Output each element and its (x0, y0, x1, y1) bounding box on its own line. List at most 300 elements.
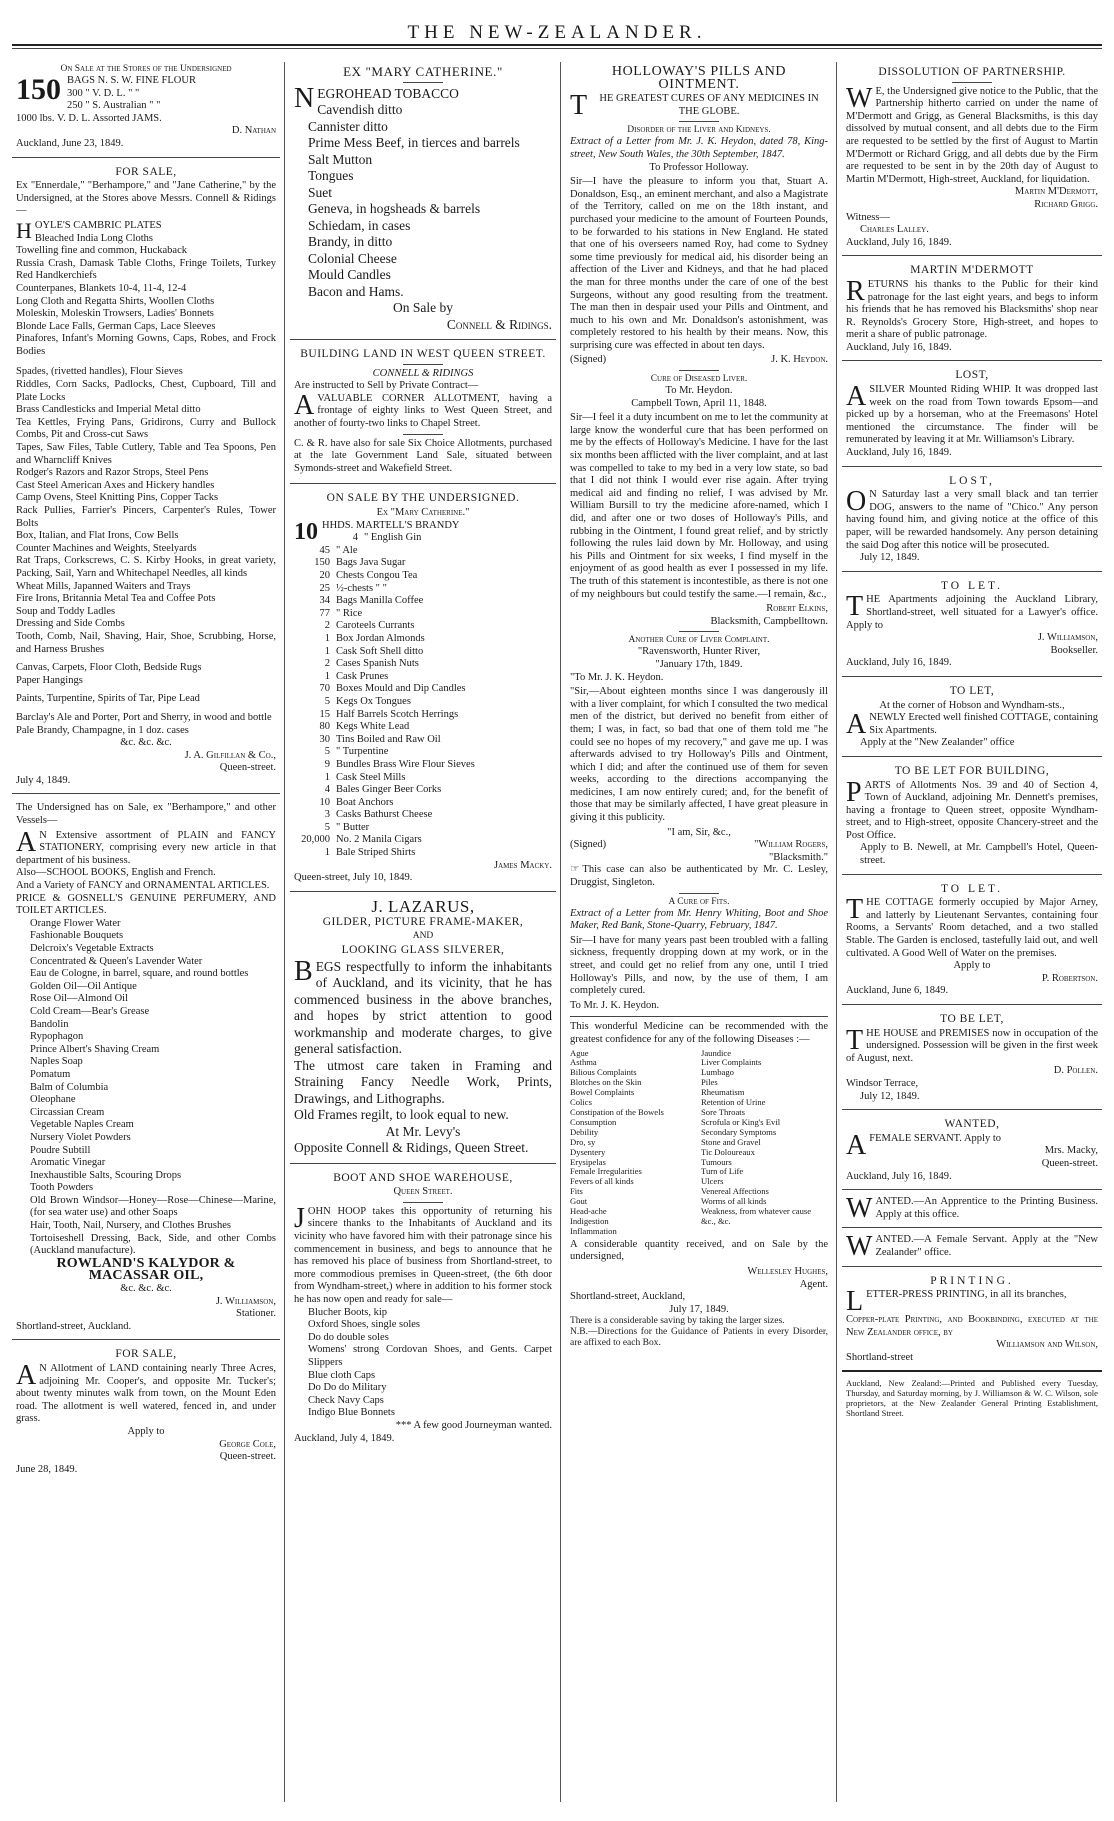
footnote: There is a considerable saving by taking the larger sizes. (570, 1316, 785, 1327)
disease-list-right (701, 1049, 828, 1237)
advert-subtitle: Ex "Mary Catherine." (376, 507, 470, 519)
advert-signer: Martin M'Dermott, (1014, 186, 1098, 198)
advert-line: 250 " S. Australian " " (67, 100, 161, 112)
item-row (294, 809, 552, 822)
letter-signer: J. K. Heydon. (771, 354, 828, 366)
wanted-apprentice (842, 1194, 1102, 1223)
perfume-item: Circassian Cream (30, 1106, 105, 1118)
perfume-item: Tooth Powders (30, 1182, 94, 1194)
item-row (294, 847, 552, 860)
letter-closing: "I am, Sir, &c., (667, 826, 731, 838)
item-description: Casks Bathurst Cheese (336, 809, 433, 821)
item-description: Cask Soft Shell ditto (336, 645, 424, 657)
advert-paragraph: ARTS of Allotments Nos. 39 and 40 of Section 4, Town of Auckland, adjoining Mr. Dennett's premises, having a frontage to Queen street, opposite Wyndham-street, and to High-street, opposite Chancery-street and the Post Office. (846, 779, 1098, 841)
item-line: Bacon and Hams. (308, 283, 404, 299)
drop-cap: A (294, 389, 315, 421)
pointing-hand-icon: ☞ (570, 864, 580, 876)
kalydor-headline: ROWLAND'S KALYDOR & MACASSAR OIL, (56, 1255, 236, 1284)
item-row (294, 595, 552, 608)
advert-paragraph: N Allotment of LAND containing nearly Three Acres, adjoining Mr. Cooper's, and opposite Mr. Tucker's; about twenty minutes walk from town, on the Mount Eden road. The allotment is well watered, fenced in, and under grass. (16, 1363, 276, 1425)
item-row (294, 646, 552, 659)
advert-paragraph: E, the Undersigned give notice to the Public, that the Partnership hitherto carried on under the name of M'Dermott and Grigg, as General Blacksmiths, is this day dissolved by mutual consent, and all debts due to the Firm are requested to be settled by the first of August to Martin M'Dermott or Richard Grigg, and all debts due by the Firm are requested to be sent in by the 20th day of August to Martin M'Dermott, High-street, Auckland, for liquidation. (846, 85, 1098, 185)
advert-date: Auckland, July 16, 1849. (846, 1170, 952, 1182)
disease-item: Consumption (570, 1116, 617, 1127)
disease-item: Debility (570, 1126, 599, 1137)
etc-line: &c. &c. &c. (120, 737, 172, 749)
item-description: Kegs Ox Tongues (336, 695, 411, 707)
drop-cap: N (294, 82, 315, 114)
lost-dog-advert (842, 471, 1102, 567)
disease-item: Sore Throats (701, 1107, 745, 1117)
perfume-item: Golden Oil—Oil Antique (30, 980, 137, 992)
section-heading: Cure of Diseased Liver. (650, 374, 748, 385)
trade-line: LOOKING GLASS SILVERER, (341, 944, 505, 957)
advert-date: Auckland, July 16, 1849. (846, 657, 952, 669)
advert-title: BOOT AND SHOE WAREHOUSE, (333, 1171, 513, 1184)
advert-paragraph: Also—SCHOOL BOOKS, English and French. (16, 867, 216, 879)
item-description: Bags Manilla Coffee (336, 595, 424, 607)
advert-title: TO LET. (940, 579, 1004, 592)
printing-advert (842, 1271, 1102, 1367)
advert-subtitle: Queen Street. (393, 1186, 453, 1198)
brandy-advert (290, 488, 556, 886)
letter-signer-title: "Blacksmith." (768, 851, 828, 863)
advert-title: FOR SALE, (115, 165, 177, 178)
item-line: Soup and Toddy Ladles (16, 605, 116, 617)
item-line: Blue cloth Caps (308, 1369, 376, 1381)
item-row (294, 545, 552, 558)
item-line: Tea Kettles, Frying Pans, Gridirons, Curry and Bullock Combs, Pit and Cross-cut Saws (16, 416, 276, 441)
item-row (294, 633, 552, 646)
column-divider (560, 62, 561, 1802)
item-quantity: 9 (324, 758, 330, 770)
apply-line: Apply to (953, 960, 991, 972)
item-line: Spades, (rivetted handles), Flour Sieves (16, 366, 183, 378)
advert-signer-address: Queen-street. (1041, 1157, 1098, 1169)
item-description: Half Barrels Scotch Herrings (336, 708, 459, 720)
letter-body: Sir—I feel it a duty incumbent on me to let the community at large know the wonderful cure that has been performed on me by the effects of Holloway's Medicine. I have for the last six months been afflicted with the liver complaint, and at last was compelled to take to my bed in a very low state, so bad that I did not think I would ever rise again. After trying medical aid and finding no relief, I was advised by Mr. William Bursill to try the medicine afore-named, which I did, and after one or two doses of Holloway's Pills, and rubbing in the Ointment, I found great relief, and by strictly following the rules laid down by Mr. Holloway, and using his Pills and Ointment for six weeks, I find myself in the enjoyment of as good health as ever I possessed in my life. The truth of this statement is incontestible, as there is not one of my neighbours but could testify the same.—I remain, &c., (570, 412, 828, 600)
item-description: " English Gin (364, 532, 422, 544)
quantity-figure: 150 (16, 73, 61, 106)
disease-item: Stone and Gravel (701, 1136, 761, 1147)
advert-paragraph: ETTER-PRESS PRINTING, in all its branches, (866, 1289, 1067, 1301)
item-quantity: 25 (319, 582, 330, 594)
advert-intro: The Undersigned has on Sale, ex "Berhampore," and other Vessels— (16, 802, 276, 827)
item-description: Boat Anchors (336, 796, 394, 808)
disease-list (570, 1049, 828, 1237)
item-description: Kegs White Lead (336, 721, 410, 733)
item-description: Bale Striped Shirts (336, 847, 416, 859)
item-quantity: 77 (319, 607, 330, 619)
disease-item: Colics (570, 1097, 592, 1108)
advert-date: July 12, 1849. (860, 552, 920, 564)
advert-paragraph: OHN HOOP takes this opportunity of returning his sincere thanks to the Inhabitants of Auckland and its vicinity who have favored him with their patronage since his commencement in business, and begs to announce that he has removed his place of business from Shortland-street, to more commodious premises in Queen-street, (the 6th door from Wyndham-street,) where in addition to his former stock he has now open and ready for sale— (294, 1205, 552, 1305)
drop-cap: R (846, 275, 865, 307)
column-1 (12, 62, 280, 1802)
advert-title: WANTED, (944, 1118, 1000, 1131)
advert-date: July 4, 1849. (16, 774, 71, 786)
advert-place: Shortland-street, Auckland. (16, 1320, 132, 1332)
item-quantity: 150 (314, 557, 330, 569)
building-land-advert (290, 344, 556, 479)
stationery-advert (12, 798, 280, 1335)
item-quantity: 1 (324, 847, 330, 859)
advert-signer: James Macky. (494, 859, 552, 871)
item-line: Oxford Shoes, single soles (308, 1319, 420, 1331)
item-description: Cask Steel Mills (336, 771, 406, 783)
item-description: Boxes Mould and Dip Candles (336, 683, 466, 695)
drop-cap: W (846, 1231, 873, 1263)
quantity-figure: 10 (294, 518, 318, 545)
drop-cap: A (16, 1360, 37, 1391)
to-let-cottage (842, 681, 1102, 752)
advert-signer: J. Williamson, (1037, 632, 1098, 644)
perfume-list (16, 918, 276, 1258)
advert-title: EX "MARY CATHERINE." (343, 64, 503, 79)
disease-item: Dro, sy (570, 1136, 596, 1147)
item-line: Prime Mess Beef, in tierces and barrels (308, 135, 520, 151)
advert-signer: Wellesley Hughes, (747, 1265, 828, 1277)
advert-paragraph: Copper-plate Printing, and Bookbinding, executed at the New Zealander office, by (846, 1314, 1098, 1338)
advert-intro: Ex "Ennerdale," "Berhampore," and "Jane Catherine," by the Undersigned, at the Stores above Messrs. Connell & Ridings— (16, 180, 276, 217)
disease-item: Inflammation (570, 1225, 617, 1236)
advert-signer-address: Queen-street. (219, 1451, 276, 1463)
drop-cap: O (846, 486, 867, 518)
disease-item: Tic Doloureaux (701, 1146, 755, 1157)
advert-signer-title: Agent. (799, 1278, 828, 1290)
advert-title: J. LAZARUS, (371, 896, 475, 916)
witness-label: Witness— (846, 211, 890, 223)
disease-item: Bilious Complaints (570, 1067, 637, 1078)
item-table (294, 532, 552, 859)
item-quantity: 4 (352, 532, 358, 544)
authentication-note: This case can also be authenticated by Mr. C. Lesley, Druggist, Singleton. (570, 864, 828, 889)
section-heading: A Cure of Fits. (668, 896, 730, 907)
disease-list-left (570, 1049, 697, 1237)
item-description: Tins Boiled and Raw Oil (336, 733, 441, 745)
item-quantity: 4 (324, 784, 330, 796)
advert-signer: P. Robertson. (1041, 972, 1098, 984)
item-line: Indigo Blue Bonnets (308, 1407, 395, 1419)
item-description: Chests Congou Tea (336, 570, 418, 581)
advert-signer: Richard Grigg. (1034, 198, 1098, 210)
item-description: Bundles Brass Wire Flour Sieves (336, 758, 475, 770)
masthead-rule-thin (12, 48, 1102, 49)
item-line: Geneva, in hogsheads & barrels (308, 201, 481, 217)
column-divider (284, 62, 285, 1802)
advert-signer: J. Williamson, (215, 1295, 276, 1307)
advert-line: 300 " V. D. L. " " (67, 87, 140, 99)
advert-line: Bleached India Long Cloths (34, 232, 153, 244)
advert-place: Shortland-street, Auckland, (570, 1291, 686, 1303)
disease-item: Scrofula or King's Evil (701, 1116, 781, 1127)
item-line: Suet (308, 184, 333, 200)
to-let-apartments (842, 576, 1102, 672)
disease-item: Fits (570, 1186, 583, 1197)
item-quantity: 45 (319, 544, 330, 556)
trade-line: GILDER, PICTURE FRAME-MAKER, (322, 916, 524, 929)
disease-item: Blotches on the Skin (570, 1077, 642, 1088)
advert-subtitle: At the corner of Hobson and Wyndham-sts., (879, 699, 1065, 711)
advert-title: LOST, (955, 369, 989, 382)
letter-signer-title: Blacksmith, Campbelltown. (710, 615, 828, 627)
item-quantity: 1 (324, 645, 330, 657)
disease-item: Constipation of the Bowels (570, 1107, 664, 1117)
item-quantity: 20,000 (301, 834, 330, 846)
item-quantity: 1 (324, 670, 330, 682)
advert-paragraph: FEMALE SERVANT. Apply to (869, 1132, 1002, 1144)
item-description: " Butter (336, 821, 370, 833)
item-quantity: 80 (319, 721, 330, 733)
drop-cap: T (570, 90, 588, 122)
advert-paragraph: And a Variety of FANCY and ORNAMENTAL ARTICLES. (16, 880, 270, 892)
advert-title: BUILDING LAND IN WEST QUEEN STREET. (300, 348, 546, 361)
item-description: Cask Prunes (336, 670, 389, 682)
advert-date: Queen-street, July 10, 1849. (294, 872, 413, 884)
item-row (322, 532, 552, 545)
item-row (294, 557, 552, 570)
perfume-item: Prince Albert's Shaving Cream (30, 1043, 160, 1055)
disease-intro: This wonderful Medicine can be recommended with the greatest confidence for any of the following Diseases :— (570, 1021, 828, 1045)
item-row (294, 709, 552, 722)
advert-title: TO LET, (949, 684, 995, 697)
item-line: Box, Italian, and Flat Irons, Cow Bells (16, 530, 179, 542)
item-line: Tongues (308, 168, 354, 184)
column-4 (842, 62, 1102, 1802)
drop-cap: L (846, 1286, 864, 1318)
item-line: Canvas, Carpets, Floor Cloth, Bedside Rugs (16, 662, 202, 674)
advert-paragraph: HE HOUSE and PREMISES now in occupation of the undersigned. Possession will be given in the first week of August, next. (846, 1027, 1098, 1064)
item-row (294, 671, 552, 684)
advert-date: Auckland, July 4, 1849. (294, 1432, 395, 1444)
item-row (294, 759, 552, 772)
disease-item: Weakness, from whatever cause (701, 1206, 812, 1217)
advert-line: EGROHEAD TOBACCO (317, 85, 459, 101)
lazarus-advert (290, 896, 556, 1159)
item-line: Salt Mutton (308, 151, 373, 167)
drop-cap: B (294, 955, 313, 987)
drop-cap: J (294, 1202, 305, 1234)
advert-signer: George Cole, (219, 1438, 276, 1450)
advert-paragraph: PRICE & GOSNELL'S GENUINE PERFUMERY, AND TOILET ARTICLES. (16, 892, 276, 917)
disease-item: Asthma (570, 1057, 597, 1068)
wanted-servant-advert (842, 1114, 1102, 1185)
drop-cap: T (846, 591, 864, 623)
column-2 (290, 62, 556, 1802)
letter-signer: Robert Elkins, (766, 603, 828, 615)
disease-item: Bowel Complaints (570, 1087, 635, 1098)
apply-line: Apply to B. Newell, at Mr. Campbell's Hotel, Queen-street. (860, 842, 1098, 867)
advert-title: PRINTING. (930, 1274, 1014, 1287)
perfume-item: Aromatic Vinegar (30, 1157, 106, 1169)
item-line: Russia Crash, Damask Table Cloths, Fringe Toilets, Turkey Red Handkerchiefs (16, 257, 276, 282)
mcdermott-advert (842, 260, 1102, 356)
item-row (294, 683, 552, 696)
item-row (294, 608, 552, 621)
advert-signer-address: Queen-street. (219, 762, 276, 774)
item-row (294, 570, 552, 583)
advert-paragraph: SILVER Mounted Riding WHIP. It was dropped last week on the road from Town towards Epsom—and picked up by a horseman, who at the Freemasons' Hotel mentioned the circumstance. The finder will be remunerated by leaving it at Mr. Williamson's Library. (846, 384, 1098, 446)
drop-cap: W (846, 82, 873, 114)
item-list (16, 245, 276, 358)
item-line: Rodger's Razors and Razor Strops, Steel Pens (16, 467, 209, 479)
item-line: Do do double soles (308, 1331, 389, 1343)
item-line: Blucher Boots, kip (308, 1306, 388, 1318)
disease-item: Dysentery (570, 1146, 606, 1157)
item-line: Long Cloth and Regatta Shirts, Woollen Cloths (16, 295, 215, 307)
item-list (16, 693, 276, 706)
advert-title: ON SALE BY THE UNDERSIGNED. (326, 492, 520, 505)
advert-signer: D. Pollen. (1053, 1065, 1098, 1077)
item-line: Tapes, Saw Files, Table Cutlery, Table and Tea Spoons, Pen and Wharncliff Knives (16, 442, 276, 466)
advert-signer-title: Stationer. (236, 1308, 276, 1320)
item-description: " Rice (336, 607, 363, 619)
item-quantity: 2 (324, 620, 330, 632)
disease-item: Rheumatism (701, 1087, 745, 1098)
to-let-arney-cottage (842, 879, 1102, 1000)
perfume-item: Bandolin (30, 1018, 69, 1030)
item-line: Riddles, Corn Sacks, Padlocks, Chest, Cupboard, Till and Plate Locks (16, 379, 276, 403)
disease-item: Lumbago (701, 1067, 734, 1078)
perfume-item: Fashionable Bouquets (30, 930, 124, 942)
advert-line: HHDS. MARTELL'S BRANDY (322, 519, 460, 531)
item-description: Bales Ginger Beer Corks (336, 784, 442, 796)
letter-date: "January 17th, 1849. (655, 658, 743, 670)
to-let-building (842, 761, 1102, 870)
advert-signer: D. Nathan (231, 125, 276, 137)
item-line: Rat Traps, Corkscrews, C. S. Kirby Hooks, in great variety, Packing, Sail, Yarn and Whitechapel Needles, all kinds (16, 555, 276, 579)
item-line: Womens' strong Cordovan Shoes, and Gents. Carpet Slippers (308, 1344, 552, 1368)
item-row (294, 772, 552, 785)
letter-extract: Extract of a Letter from Mr. J. K. Heydon, dated 78, King-street, New South Wales, the 30th September, 1847. (570, 136, 828, 160)
column-divider (836, 62, 837, 1802)
sale-note: A considerable quantity received, and on Sale by the undersigned, (570, 1238, 828, 1263)
drop-cap: P (846, 776, 862, 808)
advert-line: OYLE'S CAMBRIC PLATES (34, 219, 162, 231)
item-row (294, 734, 552, 747)
wanted-female-servant (842, 1232, 1102, 1261)
advert-title: MARTIN M'DERMOTT (910, 264, 1034, 277)
disease-item: Worms of all kinds (701, 1196, 767, 1207)
item-description: No. 2 Manila Cigars (336, 834, 422, 846)
item-line: Schiedam, in cases (308, 217, 411, 233)
item-line: Barclay's Ale and Porter, Port and Sherry, in wood and bottle (16, 711, 272, 723)
masthead-rule (12, 44, 1102, 46)
disease-item: &c., &c. (701, 1215, 731, 1226)
on-sale-by: On Sale by (393, 300, 453, 316)
advert-paragraph: VALUABLE CORNER ALLOTMENT, having a frontage of eighty links to West Queen Street, and another of fourty-two links to Chapel Street. (294, 392, 552, 430)
item-line: Brandy, in ditto (308, 234, 393, 250)
advert-date: Auckland, July 16, 1849. (846, 447, 952, 459)
footnote: N.B.—Directions for the Guidance of Patients in every Disorder, are affixed to each Box. (570, 1327, 828, 1349)
disease-item: Jaundice (701, 1047, 732, 1058)
advert-paragraph: EGS respectfully to inform the inhabitants of Auckland, and its vicinity, that he has commenced business in the above branches, and hopes by strict attention to good workmanship and moderate charges, to give general satisfaction. (294, 958, 552, 1057)
apply-line: Apply to (127, 1425, 165, 1437)
item-list (16, 366, 276, 656)
perfume-item: Hair, Tooth, Nail, Nursery, and Clothes Brushes (30, 1220, 231, 1232)
advert-date: July 17, 1849. (669, 1303, 729, 1315)
letter-addressee: To Mr. J. K. Heydon. (570, 999, 660, 1011)
item-line: Wheat Mills, Japanned Waiters and Trays (16, 580, 191, 592)
item-list (294, 102, 552, 300)
item-quantity: 15 (319, 708, 330, 720)
item-quantity: 1 (324, 771, 330, 783)
item-description: Bags Java Sugar (336, 557, 406, 569)
advert-title: LOST, (949, 474, 995, 487)
item-line: Cavendish ditto (317, 102, 403, 118)
disease-item: Erysipelas (570, 1156, 606, 1167)
disease-item: Piles (701, 1077, 718, 1088)
letter-body: "Sir,—About eighteen months since I was dangerously ill with a liver complaint, for which I consulted the two medical men of the district, but derived no benefit from either of them; I was, in fact, so bad that one of them told me "he could see no hopes of my recovery," and gave me up. I was afterwards advised to try Holloway's Pills and Ointment, which I did; and after the continued use of them for seven weeks, according to the directions accompanying the medicines, I am now entirely cured; and, for the benefit of those that may be similarly affected, I have great pleasure in giving it this publicity. (570, 686, 828, 824)
advert-signer-title: Bookseller. (1050, 644, 1098, 656)
signed-label: (Signed) (570, 839, 607, 851)
item-quantity: 5 (324, 695, 330, 707)
advert-subtitle: HE GREATEST CURES OF ANY MEDICINES IN THE GLOBE. (599, 93, 819, 117)
item-row (294, 834, 552, 847)
witness-name: Charles Lalley. (860, 224, 929, 236)
item-line: Brass Candlesticks and Imperial Metal ditto (16, 404, 201, 416)
dissolution-advert (842, 62, 1102, 251)
perfume-item: Poudre Subtill (30, 1144, 91, 1156)
advert-paragraph: Old Frames regilt, to look equal to new. (294, 1107, 509, 1123)
advert-signer: Connell & Ridings. (446, 316, 552, 332)
advert-signer: Mrs. Macky, (1044, 1145, 1098, 1157)
advert-paragraph: Opposite Connell & Ridings, Queen Street. (294, 1140, 529, 1156)
item-line: Do Do do Military (308, 1382, 387, 1394)
letter-body: Sir—I have the pleasure to inform you that, Stuart A. Donaldson, Esq., an eminent merchant, and also a Magistrate of the Territory, called on me on the 18th instant, and purchased your medicine to the amount of Fourteen Pounds, to be forwarded to his stations in New England. He stated that one of his overseers named Roy, had come to Sydney some time previously for medical aid, his disorder being an affection of the Liver and Kidneys, and that he had placed the man for three months under the care of one of the best Surgeons, without any good resulting from the treatment. The man then in despair used your Pills and Ointment, and much to his own and Mr. Donaldson's astonishment, was completely restored to his health by their means. Now, this surprising cure was effected in about ten days. (570, 176, 828, 351)
perfume-item: Delcroix's Vegetable Extracts (30, 943, 154, 954)
advert-date: Auckland, June 23, 1849. (16, 137, 124, 149)
item-line: Moleskin, Moleskin Trowsers, Ladies' Bonnets (16, 308, 214, 320)
item-row (294, 583, 552, 596)
advert-paragraph: The utmost care taken in Framing and Straining Fancy Needle Work, Prints, Drawings, and Lithographs. (294, 1057, 552, 1106)
disease-item: Retention of Urine (701, 1097, 766, 1108)
disease-item: Venereal Affections (701, 1186, 769, 1197)
advert-title: FOR SALE, (115, 1348, 177, 1361)
item-quantity: 34 (319, 595, 330, 607)
item-quantity: 5 (324, 821, 330, 833)
perfume-item: Tortoiseshell Dressing, Back, Side, and other Combs (Auckland manufacture). (30, 1232, 276, 1257)
disease-item: Head-ache (570, 1206, 607, 1217)
letter-body: Sir—I have for many years past been troubled with a falling sickness, frequently dropping down at my work, or in the street, and could get no relief from any one, until I tried Holloway's Pills, and now, by the use of them, I am completely cured. (570, 934, 828, 997)
item-quantity: 10 (319, 796, 330, 808)
item-row (294, 784, 552, 797)
perfume-item: Oleophane (30, 1094, 76, 1106)
disease-item: Liver Complaints (701, 1057, 762, 1068)
advert-paragraph: N Extensive assortment of PLAIN and FANCY STATIONERY, comprising every new article in that department of his business. (16, 829, 276, 866)
holloway-advert (566, 62, 832, 1351)
section-heading: Another Cure of Liver Complaint. (628, 635, 770, 646)
item-quantity: 3 (324, 809, 330, 821)
imprint-footer: Auckland, New Zealand:—Printed and Published every Tuesday, Thursday, and Saturday morning, by J. Williamson & W. C. Wilson, sole proprietors, at the New Zealander General Printing Establishment, Shortland Street. (846, 1378, 1098, 1419)
item-line: Counterpanes, Blankets 10-4, 11-4, 12-4 (16, 282, 187, 294)
letter-place: "Ravensworth, Hunter River, (637, 646, 761, 658)
advert-paragraph: HE Apartments adjoining the Auckland Library, Shortland-street, well situated for a Lawyer's office. Apply to (846, 594, 1098, 631)
advert-paragraph: NEWLY Erected well finished COTTAGE, containing Six Apartments. (869, 712, 1098, 736)
item-row (294, 696, 552, 709)
to-be-let-house (842, 1009, 1102, 1105)
item-row (294, 721, 552, 734)
masthead: THE NEW-ZEALANDER. (407, 22, 707, 43)
advert-intro: Are instructed to Sell by Private Contract— (294, 380, 479, 392)
section-heading: Disorder of the Liver and Kidneys. (627, 125, 771, 136)
item-line: Dressing and Side Combs (16, 618, 125, 630)
item-line: Cannister ditto (308, 118, 388, 134)
item-description: " Turpentine (336, 746, 389, 758)
advert-signer: J. A. Gilfillan & Co., (184, 749, 276, 761)
advert-title: HOLLOWAY'S PILLS AND OINTMENT. (611, 64, 787, 92)
advert-title: DISSOLUTION OF PARTNERSHIP. (878, 66, 1066, 78)
